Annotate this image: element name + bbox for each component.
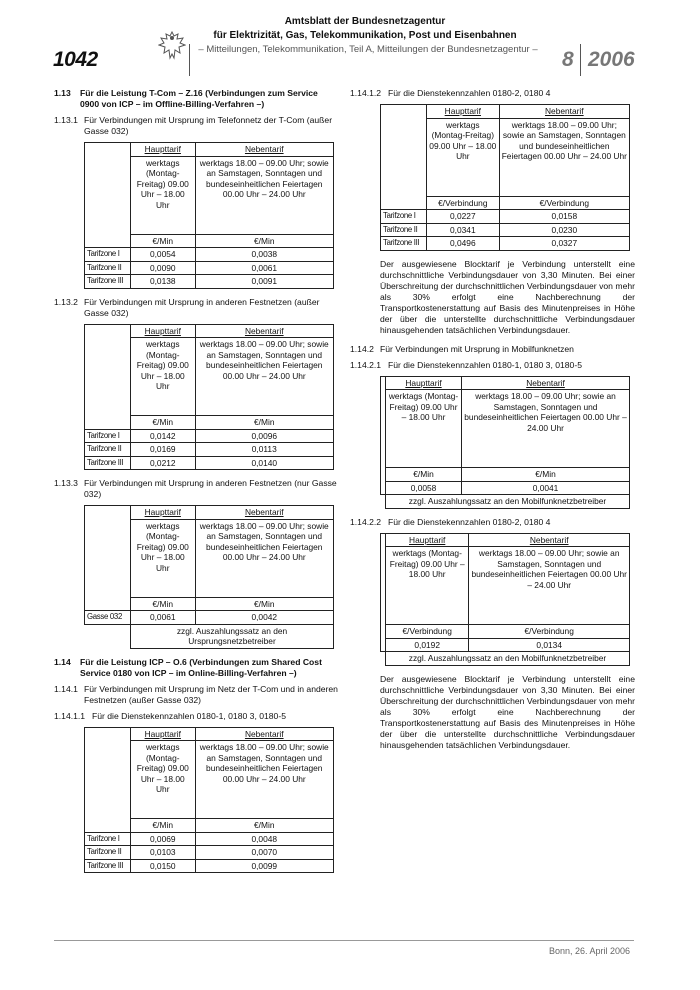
subsection-1-14-2-2: 1.14.2.2 Für die Dienstekennzahlen 0180-2, 0180 4: [350, 516, 551, 527]
table-row: Tarifzone II 0,0090 0,0061: [85, 261, 334, 275]
table-row: Tarifzone I 0,0142 0,0096: [85, 429, 334, 443]
tariff-table-1-14-2-2: Haupttarif Nebentarif werktags (Montag-Freitag) 09.00 Uhr – 18.00 Uhr werktags 18.00 – 09.00 Uhr; sowie an Samstagen, Sonntagen und bundeseinheitlichen Feiertagen 00.00 Uhr – 24.00 Uhr €/Verbindung €/Verbindung 0,0192 0,0134 zzgl. Auszahlungssatz an den Mobilfunknetzbetreiber: [380, 533, 630, 666]
tariff-table-1-14-1-2: Haupttarif Nebentarif werktags (Montag-Freitag) 09.00 Uhr – 18.00 Uhr werktags 18.00 – 09.00 Uhr; sowie an Samstagen, Sonntagen und bundeseinheitlichen Feiertagen 00.00 Uhr – 24.00 Uhr €/Verbindung €/Verbindung Tarifzone I 0,0227 0,0158 Tarifzone II 0,0341 0,0230 Tarifzone III 0,0496 0,0327: [380, 104, 630, 251]
issue-divider: [580, 44, 581, 76]
subsection-1-14-1: 1.14.1 Für Verbindungen mit Ursprung im Netz der T-Com und in anderen Festnetzen (außer Gasse 032): [54, 683, 338, 705]
page-header: [0, 0, 700, 80]
tariff-table-1-13-3: Haupttarif Nebentarif werktags (Montag-Freitag) 09.00 Uhr – 18.00 Uhr werktags 18.00 – 09.00 Uhr; sowie an Samstagen, Sonntagen und bundeseinheitlichen Feiertagen 00.00 Uhr – 24.00 Uhr €/Min €/Min Gasse 032 0,0061 0,0042 zzgl. Auszahlungssatz an den Ursprungsnetzbetreiber: [84, 505, 334, 649]
table-row: Tarifzone I 0,0054 0,0038: [85, 248, 334, 262]
page-footer: Bonn, 26. April 2006: [548, 946, 630, 956]
table-row: Tarifzone III 0,0138 0,0091: [85, 275, 334, 289]
subsection-1-14-2-1: 1.14.2.1 Für die Dienstekennzahlen 0180-1, 0180 3, 0180-5: [350, 359, 582, 370]
subsection-1-13-1: 1.13.1 Für Verbindungen mit Ursprung im Telefonnetz der T-Com (außer Gasse 032): [54, 115, 333, 136]
subsection-1-14-1-1: 1.14.1.1 Für die Dienstekennzahlen 0180-1, 0180 3, 0180-5: [54, 710, 286, 721]
table-row: Tarifzone II 0,0103 0,0070: [85, 846, 334, 860]
table-row: zzgl. Auszahlungssatz an den Mobilfunknetzbetreiber: [381, 495, 630, 509]
page-number: 1042: [53, 48, 98, 71]
tariff-table-1-13-1: Haupttarif Nebentarif werktags (Montag-Freitag) 09.00 Uhr – 18.00 Uhr werktags 18.00 – 09.00 Uhr; sowie an Samstagen, Sonntagen und bundeseinheitlichen Feiertagen 00.00 Uhr – 24.00 Uhr €/Min €/Min Tarifzone I 0,0054 0,0038 Tarifzone II 0,0090 0,0061 Tarifzone III 0,0138 0,0091: [84, 142, 334, 289]
table-row: 0,0058 0,0041: [381, 481, 630, 495]
subsection-1-13-3: 1.13.3 Für Verbindungen mit Ursprung in anderen Festnetzen (nur Gasse 032): [54, 478, 337, 499]
header-divider: [189, 44, 190, 76]
issue-number: 8: [562, 48, 574, 71]
table-row: Tarifzone III 0,0212 0,0140: [85, 456, 334, 470]
left-column: [54, 88, 339, 881]
journal-subtitle: für Elektrizität, Gas, Telekommunikation, Post und Eisenbahnen: [213, 30, 517, 41]
section-heading-1-14: 1.14 Für die Leistung ICP – O.6 (Verbindungen zum Shared Cost Service 0180 von ICP – im Online-Billing-Verfahren –): [54, 656, 322, 678]
blocktarif-note-1: Der ausgewiesene Blocktarif je Verbindung unterstellt eine durchschnittliche Verbindungsdauer von 3,30 Minuten. Bei einer Überschreitung der durchschnittlichen Verbindungsdauer von mehr als 30% erfolgt eine Nachberechnung der Transportkostenerstattung auf Basis des Minutenpreises in Höhe der über die unterstellte durchschnittliche Verbindungsdauer hinausgehenden tatsächlichen Verbindungsdauer.: [380, 258, 635, 335]
table-row: 0,0192 0,0134: [381, 638, 630, 652]
table-row: zzgl. Auszahlungssatz an den Ursprungsnetzbetreiber: [85, 624, 334, 648]
subsection-1-14-2: 1.14.2 Für Verbindungen mit Ursprung in Mobilfunknetzen: [350, 343, 574, 354]
subsection-1-13-2: 1.13.2 Für Verbindungen mit Ursprung in anderen Festnetzen (außer Gasse 032): [54, 296, 320, 318]
journal-section: – Mitteilungen, Telekommunikation, Teil A, Mitteilungen der Bundesnetzagentur –: [198, 44, 538, 55]
table-row: Tarifzone III 0,0150 0,0099: [85, 859, 334, 873]
table-row: Tarifzone I 0,0069 0,0048: [85, 832, 334, 846]
tariff-table-1-14-1-1: Haupttarif Nebentarif werktags (Montag-Freitag) 09.00 Uhr – 18.00 Uhr werktags 18.00 – 09.00 Uhr; sowie an Samstagen, Sonntagen und bundeseinheitlichen Feiertagen 00.00 Uhr – 24.00 Uhr €/Min €/Min Tarifzone I 0,0069 0,0048 Tarifzone II 0,0103 0,0070 Tarifzone III 0,0150 0,0099: [84, 727, 334, 874]
table-row: Tarifzone III 0,0496 0,0327: [381, 237, 630, 251]
table-row: zzgl. Auszahlungssatz an den Mobilfunknetzbetreiber: [381, 652, 630, 666]
blocktarif-note-2: Der ausgewiesene Blocktarif je Verbindung unterstellt eine durchschnittliche Verbindungsdauer von 3,30 Minuten. Bei einer Überschreitung der durchschnittlichen Verbindungsdauer von mehr als 30% erfolgt eine Nachberechnung der Transportkostenerstattung auf Basis des Minutenpreises in Höhe der über die unterstellte durchschnittliche Verbindungsdauer hinausgehenden tatsächlichen Verbindungsdauer.: [380, 673, 635, 750]
footer-divider: [54, 940, 634, 941]
journal-title: Amtsblatt der Bundesnetzagentur: [284, 16, 446, 27]
table-row: Tarifzone II 0,0341 0,0230: [381, 223, 630, 237]
issue-year: 2006: [588, 48, 635, 71]
table-row: Tarifzone II 0,0169 0,0113: [85, 443, 334, 457]
subsection-1-14-1-2: 1.14.1.2 Für die Dienstekennzahlen 0180-2, 0180 4: [350, 88, 551, 98]
tariff-table-1-14-2-1: Haupttarif Nebentarif werktags (Montag-Freitag) 09.00 Uhr – 18.00 Uhr werktags 18.00 – 09.00 Uhr; sowie an Samstagen, Sonntagen und bundeseinheitlichen Feiertagen 00.00 Uhr – 24.00 Uhr €/Min €/Min 0,0058 0,0041 zzgl. Auszahlungssatz an den Mobilfunknetzbetreiber: [380, 376, 630, 509]
table-row: Tarifzone I 0,0227 0,0158: [381, 210, 630, 224]
tariff-table-1-13-2: Haupttarif Nebentarif werktags (Montag-Freitag) 09.00 Uhr – 18.00 Uhr werktags 18.00 – 09.00 Uhr; sowie an Samstagen, Sonntagen und bundeseinheitlichen Feiertagen 00.00 Uhr – 24.00 Uhr €/Min €/Min Tarifzone I 0,0142 0,0096 Tarifzone II 0,0169 0,0113 Tarifzone III 0,0212 0,0140: [84, 324, 334, 471]
federal-eagle-icon: [158, 30, 186, 60]
table-row: Gasse 032 0,0061 0,0042: [85, 611, 334, 625]
section-heading-1-13: 1.13 Für die Leistung T-Com – Z.16 (Verbindungen zum Service 0900 von ICP – im Offline-Billing-Verfahren –): [54, 88, 318, 109]
right-column: [350, 88, 635, 759]
